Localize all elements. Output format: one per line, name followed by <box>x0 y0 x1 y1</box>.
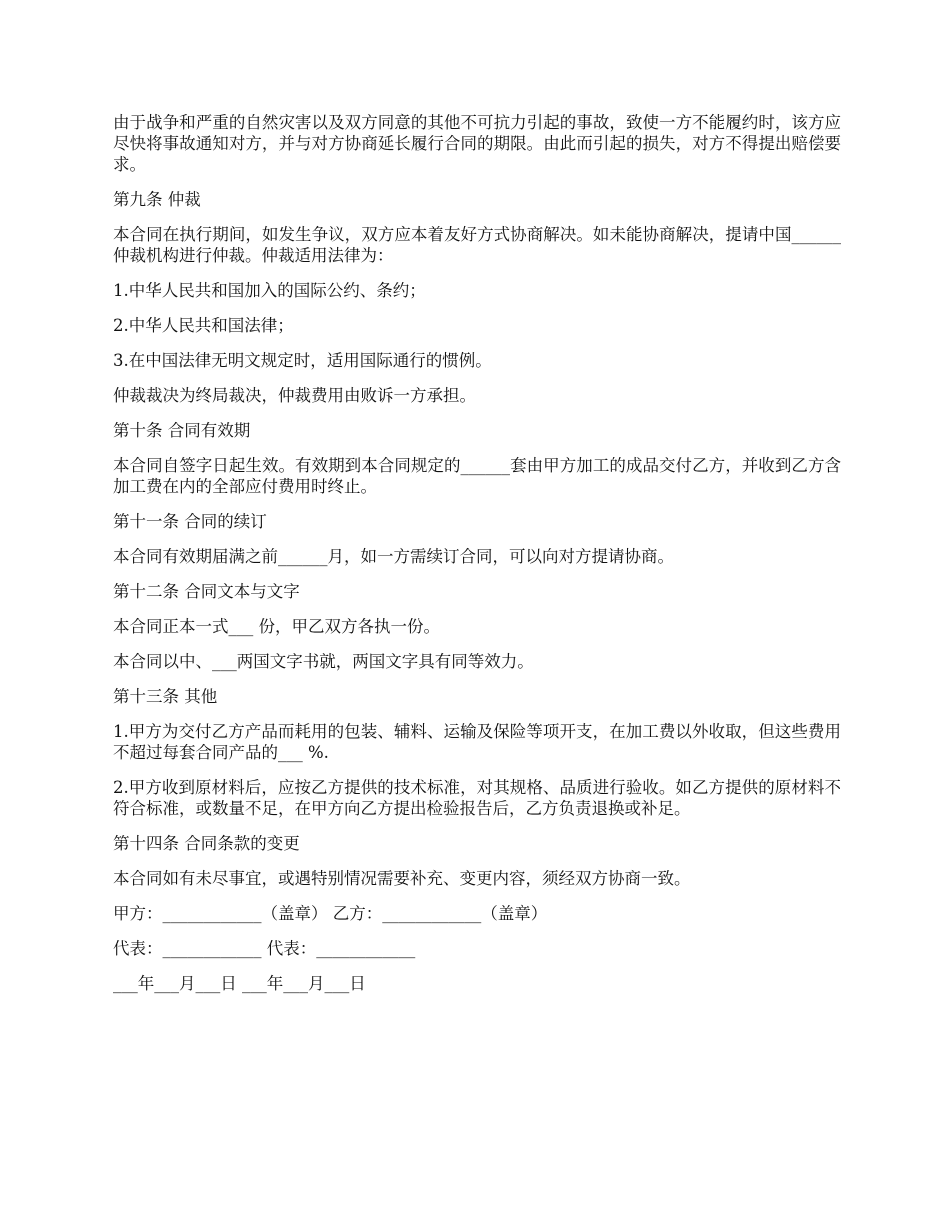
arbitration-law-item-1: 1.中华人民共和国加入的国际公约、条约； <box>113 281 426 300</box>
arbitration-final-paragraph: 仲裁裁决为终局裁决，仲裁费用由败诉一方承担。 <box>113 386 476 405</box>
article-12-heading: 第十二条 合同文本与文字 <box>113 582 300 601</box>
amendment-paragraph: 本合同如有未尽事宜，或遇特别情况需要补充、变更内容，须经双方协商一致。 <box>113 869 691 888</box>
contract-page <box>113 112 841 1008</box>
representative-line: 代表：____________ 代表：____________ <box>113 939 416 958</box>
force-majeure-paragraph: 由于战争和严重的自然灾害以及双方同意的其他不可抗力引起的事故，致使一方不能履约时，该方应尽快将事故通知对方，并与对方协商延长履行合同的期限。由此而引起的损失，对方不得提出赔偿要求。 <box>113 113 841 174</box>
arbitration-law-item-3: 3.在中国法律无明文规定时，适用国际通行的惯例。 <box>113 351 492 370</box>
date-line: ___年___月___日 ___年___月___日 <box>113 974 366 993</box>
article-14-heading: 第十四条 合同条款的变更 <box>113 834 300 853</box>
validity-paragraph: 本合同自签字日起生效。有效期到本合同规定的______套由甲方加工的成品交付乙方，并收到乙方含加工费在内的全部应付费用时终止。 <box>113 456 841 496</box>
languages-paragraph: 本合同以中、___两国文字书就，两国文字具有同等效力。 <box>113 652 534 671</box>
arbitration-law-item-2: 2.中华人民共和国法律； <box>113 316 294 335</box>
party-signature-line: 甲方：____________（盖章） 乙方：____________（盖章） <box>113 904 548 923</box>
renewal-paragraph: 本合同有效期届满之前______月，如一方需续订合同，可以向对方提请协商。 <box>113 547 674 566</box>
arbitration-paragraph: 本合同在执行期间，如发生争议，双方应本着友好方式协商解决。如未能协商解决，提请中国______仲裁机构进行仲裁。仲裁适用法律为： <box>113 225 841 265</box>
article-10-heading: 第十条 合同有效期 <box>113 421 251 440</box>
other-item-2: 2.甲方收到原材料后，应按乙方提供的技术标准，对其规格、品质进行验收。如乙方提供的原材料不符合标准，或数量不足，在甲方向乙方提出检验报告后，乙方负责退换或补足。 <box>113 778 841 818</box>
other-item-1: 1.甲方为交付乙方产品而耗用的包装、辅料、运输及保险等项开支，在加工费以外收取，但这些费用不超过每套合同产品的___ %. <box>113 722 841 762</box>
copies-paragraph: 本合同正本一式___ 份，甲乙双方各执一份。 <box>113 617 440 636</box>
article-13-heading: 第十三条 其他 <box>113 687 218 706</box>
article-9-heading: 第九条 仲裁 <box>113 190 201 209</box>
article-11-heading: 第十一条 合同的续订 <box>113 512 267 531</box>
